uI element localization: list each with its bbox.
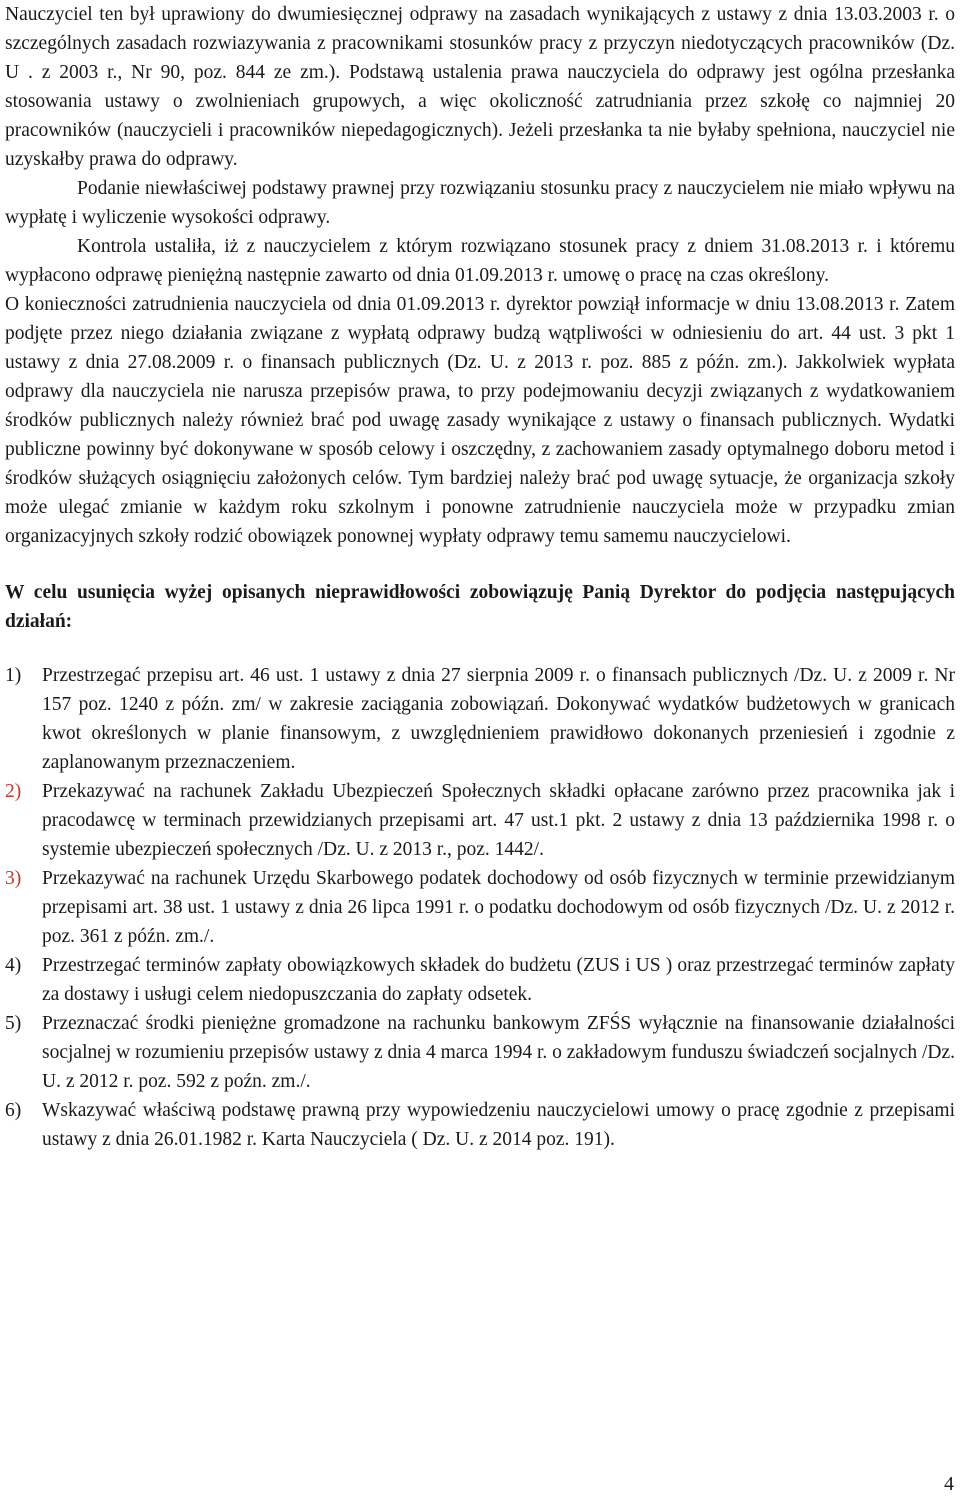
list-item: [5, 661, 955, 777]
list-item: [5, 864, 955, 951]
paragraph-control-finding: Kontrola ustaliła, iż z nauczycielem z którym rozwiązano stosunek pracy z dniem 31.08.2013 r. i któremu wypłacono odprawę pieniężną następnie zawarto od dnia 01.09.2013 r. umowę o pracę na czas określony.: [5, 236, 955, 286]
paragraph-legal-basis: Podanie niewłaściwej podstawy prawnej przy rozwiązaniu stosunku pracy z nauczycielem nie miało wpływu na wypłatę i wyliczenie wysokości odprawy.: [5, 178, 955, 228]
list-item-number: 2): [5, 781, 22, 802]
document-page: [5, 0, 955, 1154]
list-item-text: Przeznaczać środki pieniężne gromadzone na rachunku bankowym ZFŚS wyłącznie na finansowanie działalności socjalnej w rozumieniu przepisów ustawy z dnia 4 marca 1994 r. o zakładowym funduszu świadczeń socjalnych /Dz. U. z 2012 r. poz. 592 z poźn. zm./.: [42, 1013, 955, 1092]
list-item: [5, 1096, 955, 1154]
list-item-number: 6): [5, 1100, 22, 1121]
recommendations-heading: W celu usunięcia wyżej opisanych nieprawidłowości zobowiązuję Panią Dyrektor do podjęcia następujących działań:: [5, 582, 955, 632]
list-item-number: 4): [5, 955, 22, 976]
list-item: [5, 777, 955, 864]
list-item: [5, 951, 955, 1009]
list-item-text: Wskazywać właściwą podstawę prawną przy wypowiedzeniu nauczycielowi umowy o pracę zgodnie z przepisami ustawy z dnia 26.01.1982 r. Karta Nauczyciela ( Dz. U. z 2014 poz. 191).: [42, 1100, 955, 1150]
list-item-text: Przestrzegać przepisu art. 46 ust. 1 ustawy z dnia 27 sierpnia 2009 r. o finansach publicznych /Dz. U. z 2009 r. Nr 157 poz. 1240 z późn. zm/ w zakresie zaciągania zobowiązań. Dokonywać wydatków budżetowych w granicach kwot określonych w planie finansowym, z uwzględnieniem prawidłowo dokonanych przeniesień i zgodnie z zaplanowanym przeznaczeniem.: [42, 665, 955, 773]
list-item-text: Przestrzegać terminów zapłaty obowiązkowych składek do budżetu (ZUS i US ) oraz przestrzegać terminów zapłaty za dostawy i usługi celem niedopuszczania do zapłaty odsetek.: [42, 955, 955, 1005]
recommendations-list: [5, 661, 955, 1154]
list-item-number: 3): [5, 868, 22, 889]
paragraph-odprawa-basis: Nauczyciel ten był uprawiony do dwumiesięcznej odprawy na zasadach wynikających z ustawy z dnia 13.03.2003 r. o szczególnych zasadach rozwiazywania z pracownikami stosunków pracy z przyczyn niedotyczących pracowników (Dz. U . z 2003 r., Nr 90, poz. 844 ze zm.). Podstawą ustalenia prawa nauczyciela do odprawy jest ogólna przesłanka stosowania ustawy o zwolnieniach grupowych, a więc okoliczność zatrudniania przez szkołę co najmniej 20 pracowników (nauczycieli i pracowników niepedagogicznych). Jeżeli przesłanka ta nie byłaby spełniona, nauczyciel nie uzyskałby prawa do odprawy.: [5, 4, 955, 170]
list-item-text: Przekazywać na rachunek Zakładu Ubezpieczeń Społecznych składki opłacane zarówno przez pracownika jak i pracodawcę w terminach przewidzianych przepisami art. 47 ust.1 pkt. 2 ustawy z dnia 13 października 1998 r. o systemie ubezpieczeń społecznych /Dz. U. z 2013 r., poz. 1442/.: [42, 781, 955, 860]
list-item: [5, 1009, 955, 1096]
page-number: 4: [944, 1473, 954, 1495]
paragraph-public-finance: O konieczności zatrudnienia nauczyciela od dnia 01.09.2013 r. dyrektor powziął informacje w dniu 13.08.2013 r. Zatem podjęte przez niego działania związane z wypłatą odprawy budzą wątpliwości w odniesieniu do art. 44 ust. 3 pkt 1 ustawy z dnia 27.08.2009 r. o finansach publicznych (Dz. U. z 2013 r. poz. 885 z późn. zm.). Jakkolwiek wypłata odprawy dla nauczyciela nie narusza przepisów prawa, to przy podejmowaniu decyzji związanych z wydatkowaniem środków publicznych należy również brać pod uwagę zasady wynikające z ustawy o finansach publicznych. Wydatki publiczne powinny być dokonywane w sposób celowy i oszczędny, z zachowaniem zasady optymalnego doboru metod i środków służących osiągnięciu założonych celów. Tym bardziej należy brać pod uwagę sytuacje, że organizacja szkoły może ulegać zmianie w każdym roku szkolnym i ponowne zatrudnienie nauczyciela może w przypadku zmian organizacyjnych szkoły rodzić obowiązek ponownej wypłaty odprawy temu samemu nauczycielowi.: [5, 294, 955, 547]
list-item-number: 5): [5, 1013, 22, 1034]
list-item-text: Przekazywać na rachunek Urzędu Skarbowego podatek dochodowy od osób fizycznych w terminie przewidzianym przepisami art. 38 ust. 1 ustawy z dnia 26 lipca 1991 r. o podatku dochodowym od osób fizycznych /Dz. U. z 2012 r. poz. 361 z późn. zm./.: [42, 868, 955, 947]
list-item-number: 1): [5, 665, 22, 686]
